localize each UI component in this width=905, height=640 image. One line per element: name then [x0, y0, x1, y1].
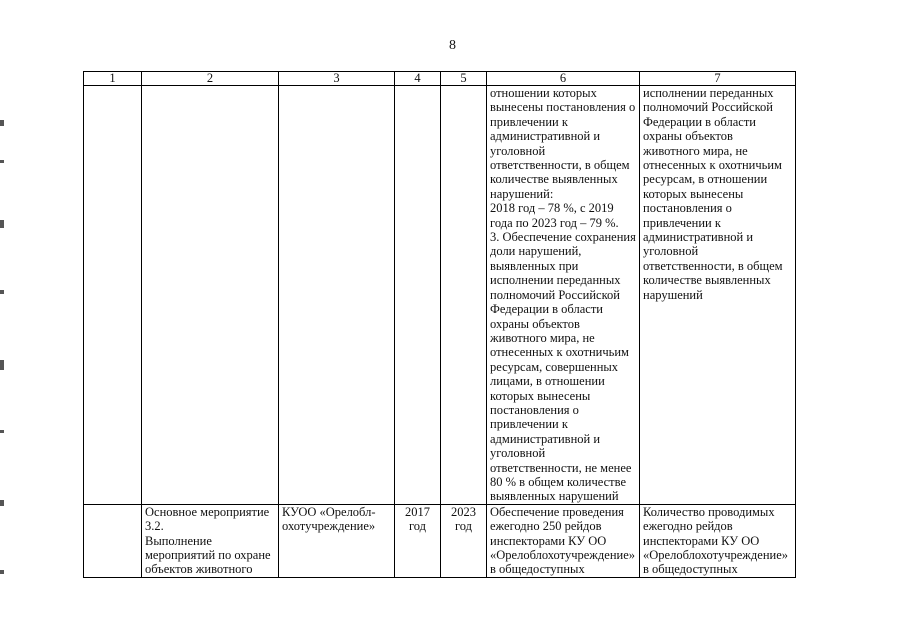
row2-executor-cell: КУОО «Орелобл- охотучреждение»: [279, 504, 395, 577]
header-col-7: 7: [640, 72, 796, 86]
header-col-5: 5: [441, 72, 487, 86]
header-col-3: 3: [279, 72, 395, 86]
row2-end-year-cell: 2023 год: [441, 504, 487, 577]
table-row: [84, 504, 796, 577]
row1-col2-cell: [142, 86, 279, 505]
row2-col1-cell: [84, 504, 142, 577]
row2-indicators-cell: Обеспечение проведения ежегодно 250 рейдов инспекторами КУ ОО «Орелоблохотучреждение» в общедоступных: [487, 504, 640, 577]
row2-results-cell: Количество проводимых ежегодно рейдов инспекторами КУ ОО «Орелоблохотучреждение» в общедоступных: [640, 504, 796, 577]
header-col-1: 1: [84, 72, 142, 86]
row1-results-cell: исполнении переданных полномочий Российской Федерации в области охраны объектов животного мира, не отнесенных к охотничьим ресурсам, в отношении которых вынесены постановления о привлечении к административной и уголовной ответственности, в общем количестве выявленных нарушений: [640, 86, 796, 505]
row1-indicators-cell: отношении которых вынесены постановления о привлечении к административной и уголовной ответственности, в общем количестве выявленных нарушений: 2018 год – 78 %, с 2019 года по 2023 год – 79 %. 3. Обеспечение сохранения доли нарушений, выявленных при исполнении переданных полномочий Российской Федерации в области охраны объектов животного мира, не отнесенных к охотничьим ресурсам, совершенных лицами, в отношении которых вынесены постановления о привлечении к административной и уголовной ответственности, не менее 80 % в общем количестве выявленных нарушений: [487, 86, 640, 505]
row1-col4-cell: [395, 86, 441, 505]
header-col-4: 4: [395, 72, 441, 86]
table-row: [84, 86, 796, 505]
table-header-row: [84, 72, 796, 86]
page-bottom-area: [0, 594, 905, 640]
row2-start-year-cell: 2017 год: [395, 504, 441, 577]
header-col-6: 6: [487, 72, 640, 86]
row1-col1-cell: [84, 86, 142, 505]
row1-col5-cell: [441, 86, 487, 505]
scan-margin-marks: [0, 100, 4, 600]
row1-col3-cell: [279, 86, 395, 505]
document-table: [83, 71, 796, 578]
page-number: 8: [449, 38, 456, 53]
row2-activity-cell: Основное мероприятие 3.2. Выполнение мероприятий по охране объектов животного: [142, 504, 279, 577]
header-col-2: 2: [142, 72, 279, 86]
